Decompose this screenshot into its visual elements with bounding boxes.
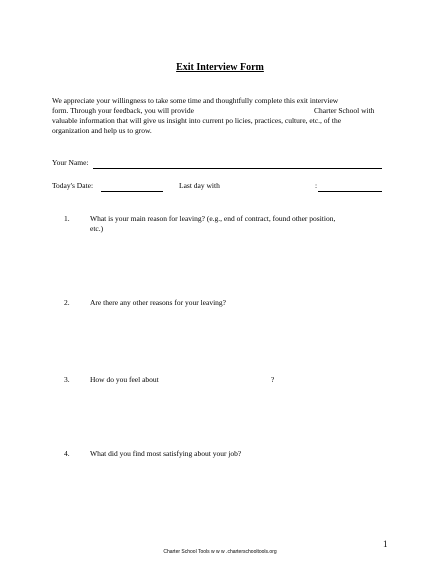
intro-line-2a: form. Through your feedback, you will provide	[52, 106, 194, 115]
intro-line-4: organization and help us to grow.	[52, 126, 152, 135]
todays-date-input-line[interactable]	[101, 191, 163, 192]
name-label: Your Name:	[52, 158, 89, 167]
question-3-number: 3.	[64, 375, 70, 384]
question-4-number: 4.	[64, 449, 70, 458]
name-input-line[interactable]	[93, 168, 382, 169]
intro-line-3: valuable information that will give us insight into current po licies, practices, culture, etc., of the	[52, 116, 342, 125]
question-3-question-mark: ?	[271, 375, 275, 384]
question-2-number: 2.	[64, 298, 70, 307]
todays-date-label: Today's Date:	[52, 181, 94, 190]
form-title: Exit Interview Form	[176, 62, 264, 73]
question-1-text: What is your main reason for leaving? (e.g., end of contract, found other position,	[90, 214, 336, 223]
intro-line-2b: Charter School with	[314, 106, 375, 115]
page-number: 1	[383, 539, 388, 549]
last-day-input-line[interactable]	[318, 191, 382, 192]
last-day-colon: :	[315, 181, 318, 190]
question-3-text: How do you feel about	[90, 375, 159, 384]
question-4-text: What did you find most satisfying about your job?	[90, 449, 242, 458]
question-1-number: 1.	[64, 214, 70, 223]
question-2-text: Are there any other reasons for your leaving?	[90, 298, 226, 307]
intro-line-1: We appreciate your willingness to take some time and thoughtfully complete this exit interview	[52, 96, 339, 105]
footer-text: Charter School Tools w w w .charterschooltools.org	[163, 549, 277, 555]
last-day-label: Last day with	[179, 181, 220, 190]
question-1-text-cont: etc.)	[90, 224, 104, 233]
